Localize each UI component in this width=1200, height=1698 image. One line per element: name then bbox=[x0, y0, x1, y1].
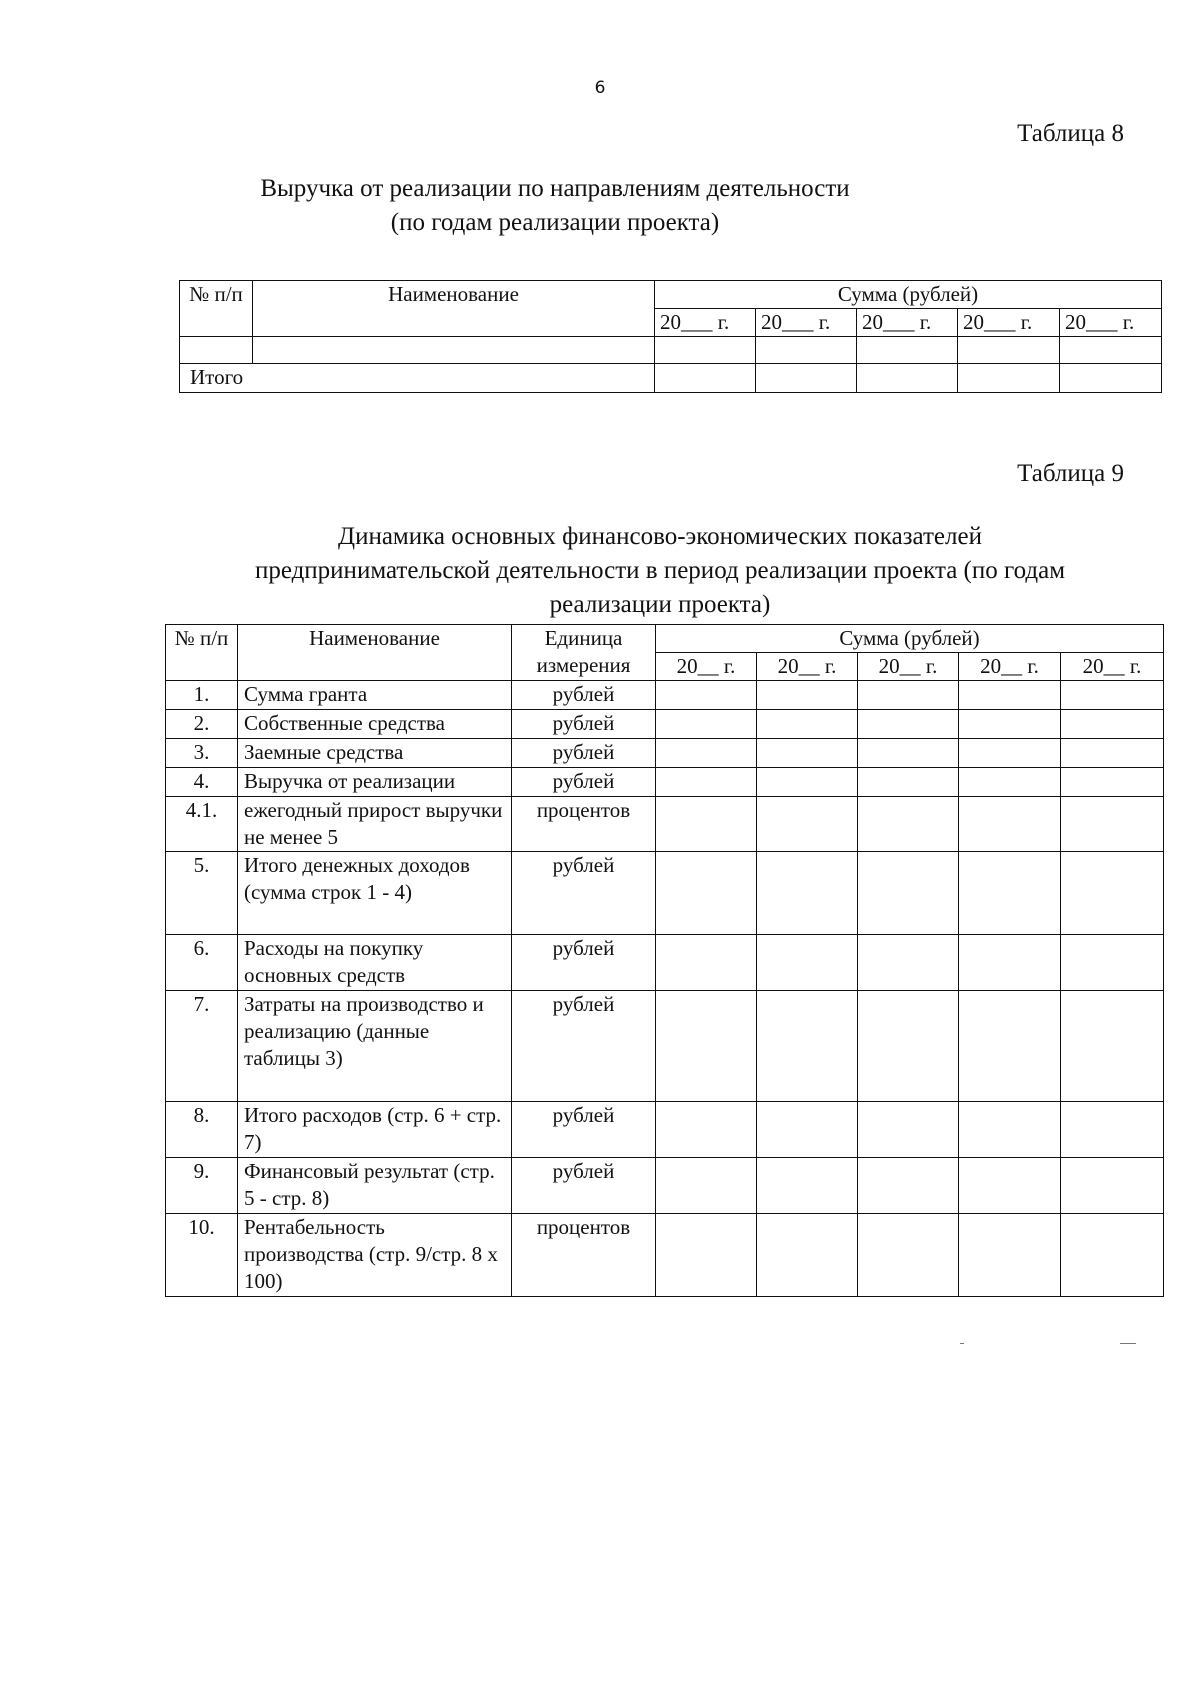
t8-cell bbox=[1060, 364, 1162, 393]
t9-col-sum: Сумма (рублей) bbox=[656, 625, 1164, 653]
value-cell bbox=[757, 1102, 858, 1158]
value-cell bbox=[858, 852, 959, 935]
value-cell bbox=[959, 681, 1061, 710]
row-unit: процентов bbox=[512, 1214, 656, 1297]
value-cell bbox=[959, 1158, 1061, 1214]
value-cell bbox=[656, 991, 757, 1102]
t8-cell bbox=[1060, 337, 1162, 364]
t9-year: 20__ г. bbox=[656, 653, 757, 681]
table-row bbox=[166, 768, 1164, 797]
t9-col-name: Наименование bbox=[238, 625, 512, 681]
value-cell bbox=[1061, 1102, 1164, 1158]
t9-year: 20__ г. bbox=[959, 653, 1061, 681]
row-unit: рублей bbox=[512, 681, 656, 710]
t9-year: 20__ г. bbox=[757, 653, 858, 681]
value-cell bbox=[959, 935, 1061, 991]
value-cell bbox=[656, 797, 757, 852]
row-unit: рублей bbox=[512, 935, 656, 991]
value-cell bbox=[858, 991, 959, 1102]
value-cell bbox=[656, 1158, 757, 1214]
row-name: Финансовый результат (стр. 5 - стр. 8) bbox=[238, 1158, 512, 1214]
value-cell bbox=[656, 1214, 757, 1297]
value-cell bbox=[757, 768, 858, 797]
value-cell bbox=[1061, 1158, 1164, 1214]
value-cell bbox=[757, 1214, 858, 1297]
value-cell bbox=[656, 681, 757, 710]
t8-cell bbox=[253, 337, 655, 364]
value-cell bbox=[959, 710, 1061, 739]
row-name: Заемные средства bbox=[238, 739, 512, 768]
value-cell bbox=[656, 852, 757, 935]
t8-col-no: № п/п bbox=[180, 281, 253, 337]
value-cell bbox=[1061, 768, 1164, 797]
t8-cell bbox=[180, 337, 253, 364]
row-number: 10. bbox=[166, 1214, 238, 1297]
table-row bbox=[166, 1102, 1164, 1158]
table9 bbox=[165, 624, 1164, 1297]
scan-mark bbox=[1120, 1343, 1136, 1344]
value-cell bbox=[757, 681, 858, 710]
t8-cell bbox=[756, 337, 857, 364]
row-name: Сумма гранта bbox=[238, 681, 512, 710]
value-cell bbox=[959, 852, 1061, 935]
t8-col-sum: Сумма (рублей) bbox=[655, 281, 1162, 309]
row-name: Рентабельность производства (стр. 9/стр. 8 x 100) bbox=[238, 1214, 512, 1297]
value-cell bbox=[656, 1102, 757, 1158]
row-unit: процентов bbox=[512, 797, 656, 852]
value-cell bbox=[1061, 710, 1164, 739]
table-row bbox=[166, 935, 1164, 991]
table9-label: Таблица 9 bbox=[1017, 460, 1124, 487]
row-number: 8. bbox=[166, 1102, 238, 1158]
t8-year: 20___ г. bbox=[1060, 309, 1162, 337]
row-number: 4.1. bbox=[166, 797, 238, 852]
value-cell bbox=[1061, 739, 1164, 768]
value-cell bbox=[757, 991, 858, 1102]
value-cell bbox=[656, 710, 757, 739]
value-cell bbox=[858, 710, 959, 739]
table-row bbox=[166, 852, 1164, 935]
t9-year: 20__ г. bbox=[858, 653, 959, 681]
value-cell bbox=[858, 1102, 959, 1158]
row-unit: рублей bbox=[512, 768, 656, 797]
value-cell bbox=[858, 768, 959, 797]
t8-cell bbox=[958, 337, 1060, 364]
value-cell bbox=[757, 1158, 858, 1214]
row-name: Выручка от реализации bbox=[238, 768, 512, 797]
row-unit: рублей bbox=[512, 1158, 656, 1214]
row-number: 6. bbox=[166, 935, 238, 991]
t8-cell bbox=[655, 364, 756, 393]
row-unit: рублей bbox=[512, 1102, 656, 1158]
value-cell bbox=[959, 991, 1061, 1102]
t8-year: 20___ г. bbox=[655, 309, 756, 337]
row-number: 2. bbox=[166, 710, 238, 739]
t8-total-row bbox=[180, 364, 1162, 393]
t8-cell bbox=[655, 337, 756, 364]
value-cell bbox=[656, 935, 757, 991]
row-name: Итого расходов (стр. 6 + стр. 7) bbox=[238, 1102, 512, 1158]
table-row bbox=[166, 1214, 1164, 1297]
table8-label: Таблица 8 bbox=[1017, 120, 1124, 147]
value-cell bbox=[959, 797, 1061, 852]
value-cell bbox=[757, 935, 858, 991]
value-cell bbox=[656, 739, 757, 768]
row-unit: рублей bbox=[512, 710, 656, 739]
value-cell bbox=[858, 1214, 959, 1297]
table-row bbox=[166, 1158, 1164, 1214]
value-cell bbox=[959, 739, 1061, 768]
value-cell bbox=[858, 681, 959, 710]
value-cell bbox=[858, 935, 959, 991]
value-cell bbox=[757, 710, 858, 739]
value-cell bbox=[858, 797, 959, 852]
table-row bbox=[166, 710, 1164, 739]
value-cell bbox=[757, 739, 858, 768]
value-cell bbox=[1061, 797, 1164, 852]
t8-cell bbox=[756, 364, 857, 393]
scan-mark bbox=[960, 1343, 964, 1344]
row-unit: рублей bbox=[512, 991, 656, 1102]
t9-col-unit: Единица измерения bbox=[512, 625, 656, 681]
value-cell bbox=[959, 1102, 1061, 1158]
t8-cell bbox=[857, 337, 958, 364]
row-unit: рублей bbox=[512, 852, 656, 935]
table9-title: Динамика основных финансово-экономических показателей предпринимательской деятельности в период реализации проекта (по годам реализации проекта) bbox=[254, 523, 1066, 618]
t8-col-name: Наименование bbox=[253, 281, 655, 337]
table-row bbox=[166, 739, 1164, 768]
value-cell bbox=[656, 768, 757, 797]
row-number: 7. bbox=[166, 991, 238, 1102]
value-cell bbox=[858, 1158, 959, 1214]
value-cell bbox=[1061, 935, 1164, 991]
value-cell bbox=[757, 797, 858, 852]
t8-blank-row bbox=[180, 337, 1162, 364]
row-number: 5. bbox=[166, 852, 238, 935]
row-name: Собственные средства bbox=[238, 710, 512, 739]
t8-cell bbox=[857, 364, 958, 393]
row-name: Итого денежных доходов (сумма строк 1 - 4) bbox=[238, 852, 512, 935]
value-cell bbox=[1061, 1214, 1164, 1297]
t9-year: 20__ г. bbox=[1061, 653, 1164, 681]
t8-total-label: Итого bbox=[180, 364, 655, 393]
row-number: 4. bbox=[166, 768, 238, 797]
table-row bbox=[166, 681, 1164, 710]
table-row bbox=[166, 991, 1164, 1102]
row-number: 9. bbox=[166, 1158, 238, 1214]
row-name: Затраты на производство и реализацию (данные таблицы 3) bbox=[238, 991, 512, 1102]
value-cell bbox=[858, 739, 959, 768]
row-number: 3. bbox=[166, 739, 238, 768]
t8-year: 20___ г. bbox=[857, 309, 958, 337]
t8-cell bbox=[958, 364, 1060, 393]
value-cell bbox=[959, 768, 1061, 797]
table8-title: Выручка от реализации по направлениям деятельности (по годам реализации проекта) bbox=[260, 175, 850, 236]
value-cell bbox=[959, 1214, 1061, 1297]
value-cell bbox=[1061, 852, 1164, 935]
value-cell bbox=[1061, 681, 1164, 710]
t9-col-no: № п/п bbox=[166, 625, 238, 681]
row-name: Расходы на покупку основных средств bbox=[238, 935, 512, 991]
row-number: 1. bbox=[166, 681, 238, 710]
row-unit: рублей bbox=[512, 739, 656, 768]
page-number: 6 bbox=[594, 78, 606, 98]
value-cell bbox=[1061, 991, 1164, 1102]
table8 bbox=[179, 280, 1162, 393]
table-row bbox=[166, 797, 1164, 852]
value-cell bbox=[757, 852, 858, 935]
row-name: ежегодный прирост выручки не менее 5 bbox=[238, 797, 512, 852]
t8-year: 20___ г. bbox=[958, 309, 1060, 337]
t8-year: 20___ г. bbox=[756, 309, 857, 337]
